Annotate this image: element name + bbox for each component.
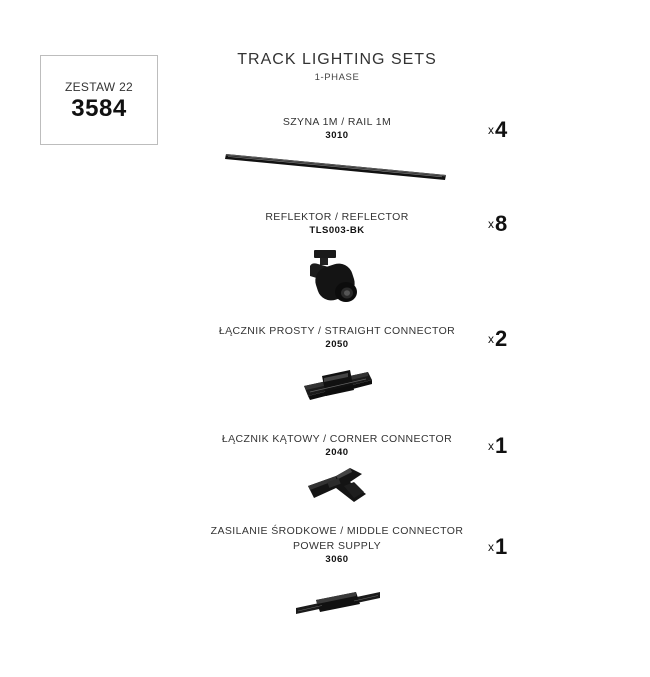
set-box (40, 55, 158, 145)
quantity-power-supply: x1 (488, 534, 508, 559)
corner-connector-icon (306, 466, 370, 506)
quantity-corner-connector: x1 (488, 433, 508, 458)
item-code-rail: 3010 (325, 130, 349, 141)
straight-connector-icon (302, 366, 374, 406)
quantity-straight-connector: x2 (488, 326, 508, 351)
spotlight-icon (306, 248, 366, 312)
quantity-rail: x4 (488, 117, 508, 142)
item-code-straight-connector: 2050 (325, 339, 349, 350)
power-supply-icon (294, 588, 382, 618)
item-name-corner-connector: ŁĄCZNIK KĄTOWY / CORNER CONNECTOR (221, 433, 453, 445)
page-title: TRACK LIGHTING SETS (237, 51, 437, 68)
item-name-rail: SZYNA 1M / RAIL 1M (282, 116, 392, 128)
item-code-reflector: TLS003-BK (309, 225, 365, 236)
page-subtitle: 1-PHASE (314, 72, 360, 83)
item-name-power-supply-line2: POWER SUPPLY (292, 540, 382, 552)
quantity-reflector: x8 (488, 211, 508, 236)
item-code-corner-connector: 2040 (325, 447, 349, 458)
item-name-straight-connector: ŁĄCZNIK PROSTY / STRAIGHT CONNECTOR (218, 325, 456, 337)
item-name-reflector: REFLEKTOR / REFLECTOR (265, 211, 409, 223)
set-number: 3584 (71, 95, 127, 122)
item-name-power-supply: ZASILANIE ŚRODKOWE / MIDDLE CONNECTOR (210, 525, 464, 537)
set-label: ZESTAW 22 (64, 80, 134, 94)
rail-icon (222, 148, 452, 182)
item-code-power-supply: 3060 (325, 554, 349, 565)
